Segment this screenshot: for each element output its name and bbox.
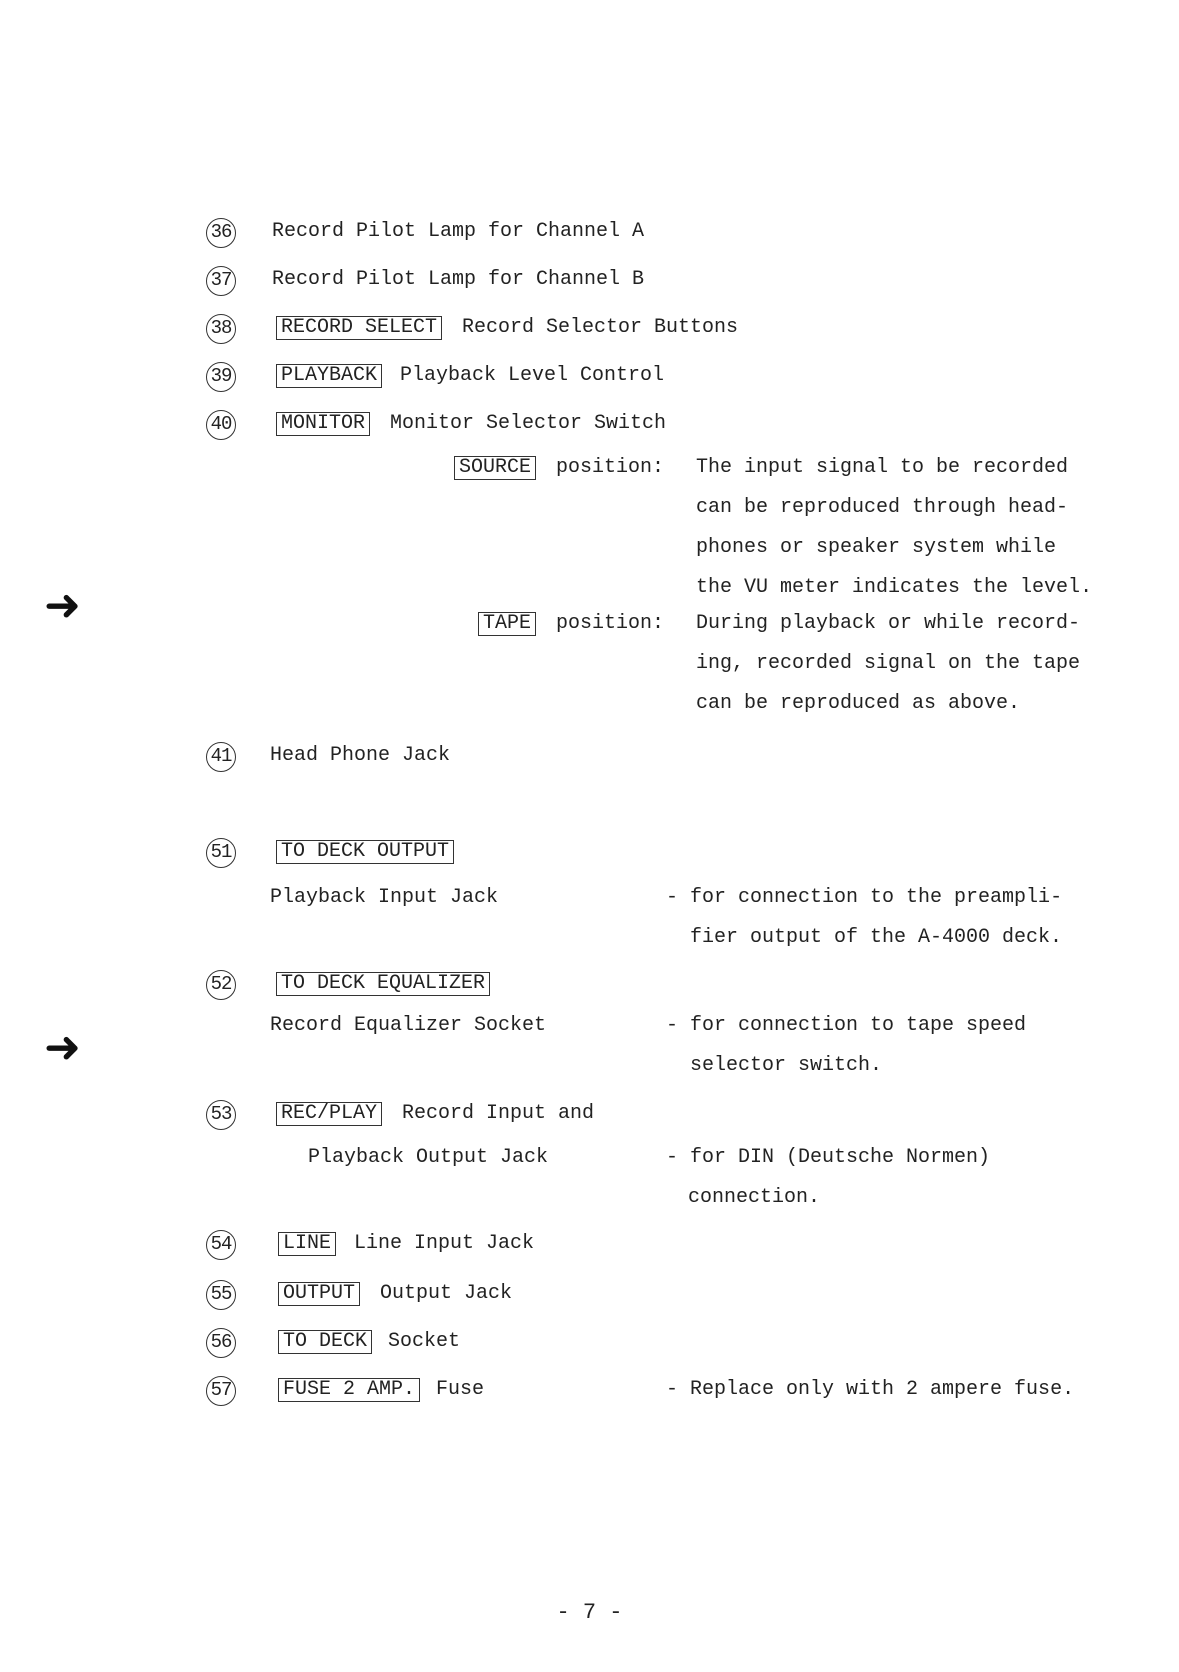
page-number: - 7 - <box>556 1600 623 1625</box>
description-line: The input signal to be recorded <box>696 456 1069 479</box>
item-text: Record Selector Buttons <box>462 316 739 339</box>
item-number: 37 <box>206 266 236 296</box>
control-label-box: REC/PLAY <box>276 1102 382 1126</box>
item-text: Record Pilot Lamp for Channel A <box>272 220 645 243</box>
position-label: position: <box>556 456 665 479</box>
item-number: 53 <box>206 1100 236 1130</box>
item-text: Head Phone Jack <box>270 744 451 767</box>
item-number: 36 <box>206 218 236 248</box>
control-label-box: TO DECK OUTPUT <box>276 840 454 864</box>
control-label-box: LINE <box>278 1232 336 1256</box>
control-label-box: RECORD SELECT <box>276 316 442 340</box>
item-text: Monitor Selector Switch <box>390 412 667 435</box>
item-description: - Replace only with 2 ampere fuse. <box>666 1378 1075 1401</box>
description-line: - for connection to the preampli- <box>666 886 1063 909</box>
control-label-box: TAPE <box>478 612 536 636</box>
control-label-box: PLAYBACK <box>276 364 382 388</box>
control-label-box: OUTPUT <box>278 1282 360 1306</box>
control-label-box: FUSE 2 AMP. <box>278 1378 420 1402</box>
control-label-box: TO DECK EQUALIZER <box>276 972 490 996</box>
item-subtext: Playback Input Jack <box>270 886 499 909</box>
description-line: phones or speaker system while <box>696 536 1057 559</box>
item-number: 56 <box>206 1328 236 1358</box>
description-line: - for connection to tape speed <box>666 1014 1027 1037</box>
description-line: - for DIN (Deutsche Normen) <box>666 1146 991 1169</box>
item-subtext: Playback Output Jack <box>308 1146 549 1169</box>
item-number: 55 <box>206 1280 236 1310</box>
description-line: can be reproduced as above. <box>696 692 1021 715</box>
item-text: Playback Level Control <box>400 364 665 387</box>
item-subtext: Record Equalizer Socket <box>270 1014 547 1037</box>
binder-mark-bottom: ➜ <box>44 1022 81 1073</box>
control-label-box: SOURCE <box>454 456 536 480</box>
control-label-box: MONITOR <box>276 412 370 436</box>
position-label: position: <box>556 612 665 635</box>
item-number: 38 <box>206 314 236 344</box>
item-number: 51 <box>206 838 236 868</box>
item-text: Record Input and <box>402 1102 595 1125</box>
description-line: ing, recorded signal on the tape <box>696 652 1081 675</box>
item-text: Output Jack <box>380 1282 513 1305</box>
item-text: Record Pilot Lamp for Channel B <box>272 268 645 291</box>
control-label-box: TO DECK <box>278 1330 372 1354</box>
item-text: Fuse <box>436 1378 485 1401</box>
description-line: the VU meter indicates the level. <box>696 576 1093 599</box>
description-line: selector switch. <box>690 1054 883 1077</box>
description-line: During playback or while record- <box>696 612 1081 635</box>
monitor-tape-description <box>696 610 1080 730</box>
item-number: 40 <box>206 410 236 440</box>
item-number: 57 <box>206 1376 236 1406</box>
monitor-source-description <box>696 454 1092 614</box>
binder-mark-top: ➜ <box>44 580 81 631</box>
description-line: connection. <box>688 1186 821 1209</box>
item-52-description <box>666 1012 1026 1092</box>
description-line: can be reproduced through head- <box>696 496 1069 519</box>
item-number: 39 <box>206 362 236 392</box>
item-number: 54 <box>206 1230 236 1260</box>
item-text: Socket <box>388 1330 461 1353</box>
item-number: 52 <box>206 970 236 1000</box>
item-number: 41 <box>206 742 236 772</box>
item-51-description <box>666 884 1062 964</box>
description-line: fier output of the A-4000 deck. <box>690 926 1063 949</box>
item-53-description <box>666 1144 990 1224</box>
item-text: Line Input Jack <box>354 1232 535 1255</box>
